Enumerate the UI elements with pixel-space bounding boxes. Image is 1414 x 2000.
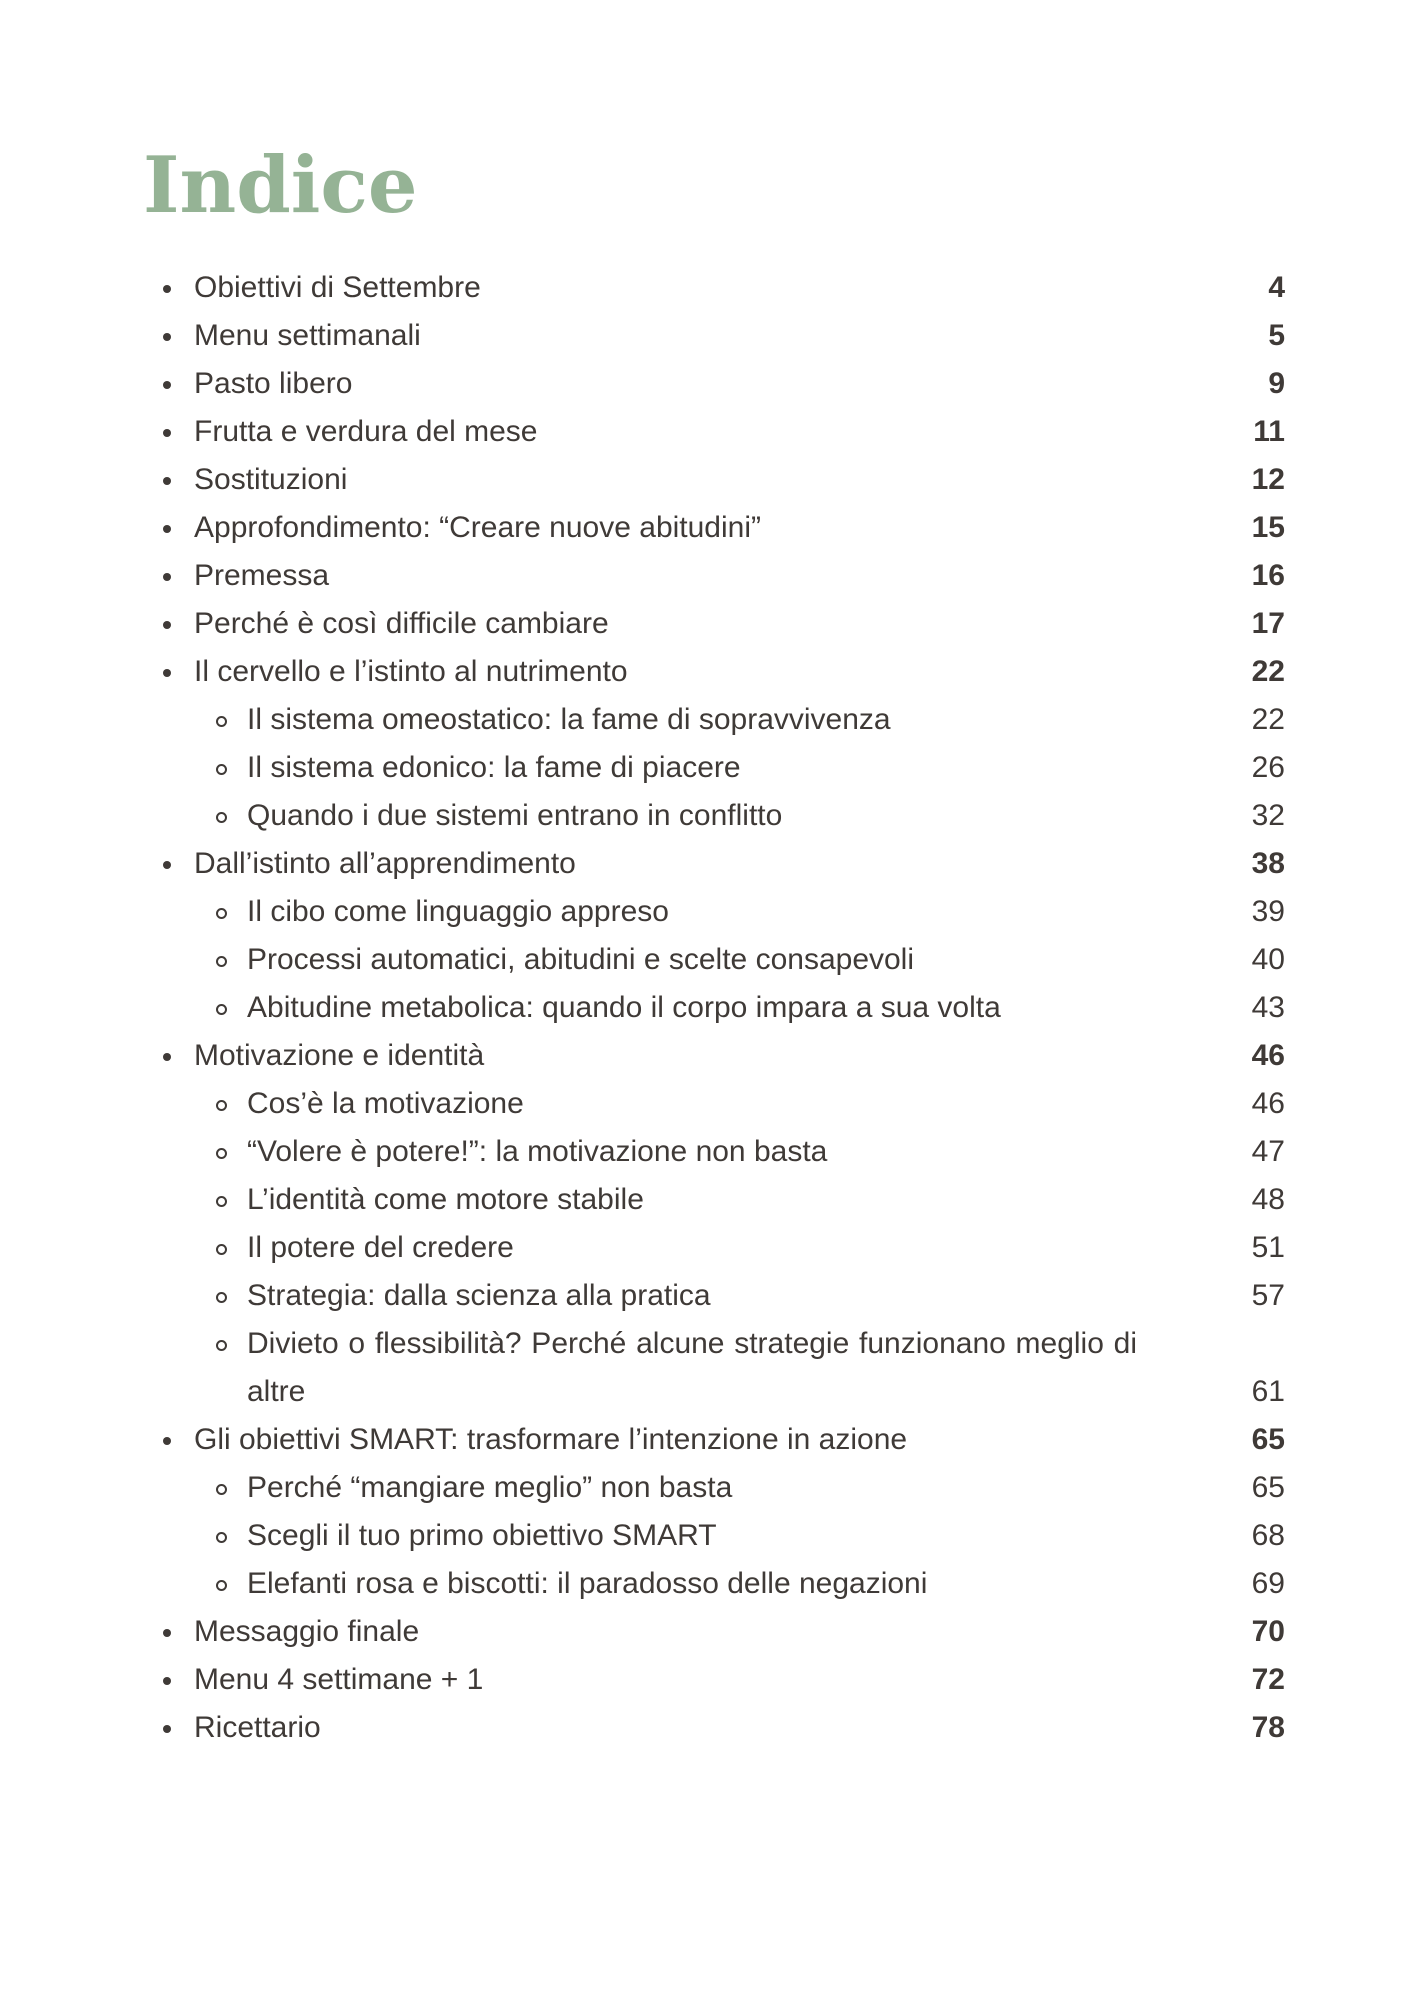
toc-entry[interactable]	[0, 504, 1414, 552]
toc-subentry[interactable]	[0, 744, 1414, 792]
toc-entry[interactable]	[0, 360, 1414, 408]
toc-entry-label: Abitudine metabolica: quando il corpo impara a sua volta	[247, 991, 1001, 1024]
toc-page-number: 65	[1251, 1423, 1285, 1456]
toc-page-number: 65	[1251, 1471, 1285, 1504]
toc-subentry[interactable]	[0, 1464, 1414, 1512]
bullet-circle-icon	[216, 764, 227, 775]
toc-subentry[interactable]	[0, 1080, 1414, 1128]
toc-page-number: 4	[1268, 271, 1285, 304]
bullet-circle-icon	[216, 1340, 227, 1351]
toc-subentry[interactable]	[0, 984, 1414, 1032]
bullet-dot-icon	[163, 621, 171, 629]
toc-page-number: 69	[1251, 1567, 1285, 1600]
toc-entry[interactable]	[0, 408, 1414, 456]
toc-page-number: 26	[1251, 751, 1285, 784]
bullet-circle-icon	[216, 908, 227, 919]
bullet-circle-icon	[216, 716, 227, 727]
toc-subentry[interactable]	[0, 1560, 1414, 1608]
toc-subentry[interactable]	[0, 1320, 1414, 1416]
toc-entry-label: Gli obiettivi SMART: trasformare l’intenzione in azione	[194, 1423, 908, 1456]
toc-page-number: 39	[1251, 895, 1285, 928]
toc-page-number: 15	[1251, 511, 1285, 544]
page-title: Indice	[143, 140, 418, 231]
bullet-dot-icon	[163, 1629, 171, 1637]
toc-page-number: 40	[1251, 943, 1285, 976]
bullet-dot-icon	[163, 333, 171, 341]
bullet-dot-icon	[163, 525, 171, 533]
toc-page-number: 78	[1251, 1711, 1285, 1744]
bullet-circle-icon	[216, 1100, 227, 1111]
toc-entry[interactable]	[0, 1656, 1414, 1704]
toc-page-number: 43	[1251, 991, 1285, 1024]
toc-entry-label: Pasto libero	[194, 367, 353, 400]
bullet-dot-icon	[163, 381, 171, 389]
toc-entry[interactable]	[0, 840, 1414, 888]
bullet-circle-icon	[216, 1148, 227, 1159]
toc-page-number: 68	[1251, 1519, 1285, 1552]
toc-subentry[interactable]	[0, 1512, 1414, 1560]
toc-entry-label: Strategia: dalla scienza alla pratica	[247, 1279, 711, 1312]
bullet-dot-icon	[163, 669, 171, 677]
toc-entry-label: Elefanti rosa e biscotti: il paradosso delle negazioni	[247, 1567, 928, 1600]
toc-entry-label: Perché è così difficile cambiare	[194, 607, 609, 640]
bullet-circle-icon	[216, 1244, 227, 1255]
toc-subentry[interactable]	[0, 936, 1414, 984]
toc-entry[interactable]	[0, 1416, 1414, 1464]
toc-page-number: 47	[1251, 1135, 1285, 1168]
bullet-circle-icon	[216, 956, 227, 967]
toc-page-number: 72	[1251, 1663, 1285, 1696]
toc-page-number: 5	[1268, 319, 1285, 352]
toc-page-number: 70	[1251, 1615, 1285, 1648]
toc-entry-label: Dall’istinto all’apprendimento	[194, 847, 576, 880]
toc-entry[interactable]	[0, 1608, 1414, 1656]
toc-subentry[interactable]	[0, 1224, 1414, 1272]
toc-page-number: 17	[1251, 607, 1285, 640]
toc-subentry[interactable]	[0, 792, 1414, 840]
toc-page-number: 48	[1251, 1183, 1285, 1216]
toc-entry-label: Cos’è la motivazione	[247, 1087, 524, 1120]
toc-entry-label: Obiettivi di Settembre	[194, 271, 481, 304]
toc-entry-label: Motivazione e identità	[194, 1039, 485, 1072]
toc-page-number: 32	[1251, 799, 1285, 832]
toc-subentry[interactable]	[0, 1272, 1414, 1320]
toc-entry[interactable]	[0, 456, 1414, 504]
toc-entry[interactable]	[0, 1704, 1414, 1752]
bullet-dot-icon	[163, 429, 171, 437]
bullet-dot-icon	[163, 1437, 171, 1445]
toc-entry-label: Ricettario	[194, 1711, 321, 1744]
bullet-circle-icon	[216, 1292, 227, 1303]
toc-entry[interactable]	[0, 552, 1414, 600]
bullet-dot-icon	[163, 1725, 171, 1733]
toc-entry-label: Sostituzioni	[194, 463, 348, 496]
toc-page-number: 46	[1251, 1039, 1285, 1072]
toc-page-number: 16	[1251, 559, 1285, 592]
toc-entry-label: Il cibo come linguaggio appreso	[247, 895, 669, 928]
bullet-dot-icon	[163, 1677, 171, 1685]
toc-page-number: 22	[1251, 655, 1285, 688]
toc-entry-label: Il cervello e l’istinto al nutrimento	[194, 655, 628, 688]
bullet-circle-icon	[216, 1196, 227, 1207]
toc-entry[interactable]	[0, 600, 1414, 648]
toc-entry[interactable]	[0, 648, 1414, 696]
bullet-dot-icon	[163, 861, 171, 869]
toc-entry[interactable]	[0, 312, 1414, 360]
toc-entry-label: Frutta e verdura del mese	[194, 415, 538, 448]
toc-page-number: 9	[1268, 367, 1285, 400]
toc-entry-label: Processi automatici, abitudini e scelte consapevoli	[247, 943, 915, 976]
toc-entry-label: Approfondimento: “Creare nuove abitudini”	[194, 511, 761, 544]
toc-entry-label: Scegli il tuo primo obiettivo SMART	[247, 1519, 717, 1552]
table-of-contents	[0, 264, 1414, 1752]
bullet-circle-icon	[216, 1580, 227, 1591]
toc-entry-label: Il sistema edonico: la fame di piacere	[247, 751, 741, 784]
bullet-dot-icon	[163, 477, 171, 485]
toc-entry-label: “Volere è potere!”: la motivazione non basta	[247, 1135, 828, 1168]
bullet-circle-icon	[216, 1484, 227, 1495]
toc-entry[interactable]	[0, 264, 1414, 312]
toc-entry-label: Divieto o flessibilità? Perché alcune strategie funzionano meglio di altre	[247, 1327, 1137, 1408]
toc-page-number: 51	[1251, 1231, 1285, 1264]
toc-entry-label: Menu 4 settimane + 1	[194, 1663, 484, 1696]
bullet-circle-icon	[216, 1532, 227, 1543]
toc-page-number: 38	[1251, 847, 1285, 880]
toc-entry-label: L’identità come motore stabile	[247, 1183, 644, 1216]
toc-subentry[interactable]	[0, 1176, 1414, 1224]
toc-entry-label: Perché “mangiare meglio” non basta	[247, 1471, 733, 1504]
toc-page-number: 61	[1251, 1375, 1285, 1408]
toc-page-number: 22	[1251, 703, 1285, 736]
bullet-circle-icon	[216, 812, 227, 823]
toc-entry-label: Il sistema omeostatico: la fame di sopravvivenza	[247, 703, 891, 736]
toc-page-number: 11	[1253, 415, 1285, 448]
bullet-circle-icon	[216, 1004, 227, 1015]
toc-entry-label: Premessa	[194, 559, 330, 592]
toc-entry-label: Quando i due sistemi entrano in conflitto	[247, 799, 783, 832]
toc-page-number: 12	[1251, 463, 1285, 496]
toc-subentry[interactable]	[0, 888, 1414, 936]
toc-entry-label: Il potere del credere	[247, 1231, 514, 1264]
toc-subentry[interactable]	[0, 696, 1414, 744]
toc-entry[interactable]	[0, 1032, 1414, 1080]
bullet-dot-icon	[163, 1053, 171, 1061]
bullet-dot-icon	[163, 573, 171, 581]
toc-entry-label: Menu settimanali	[194, 319, 421, 352]
toc-subentry[interactable]	[0, 1128, 1414, 1176]
toc-entry-label: Messaggio finale	[194, 1615, 420, 1648]
toc-page-number: 46	[1251, 1087, 1285, 1120]
toc-page-number: 57	[1251, 1279, 1285, 1312]
bullet-dot-icon	[163, 285, 171, 293]
